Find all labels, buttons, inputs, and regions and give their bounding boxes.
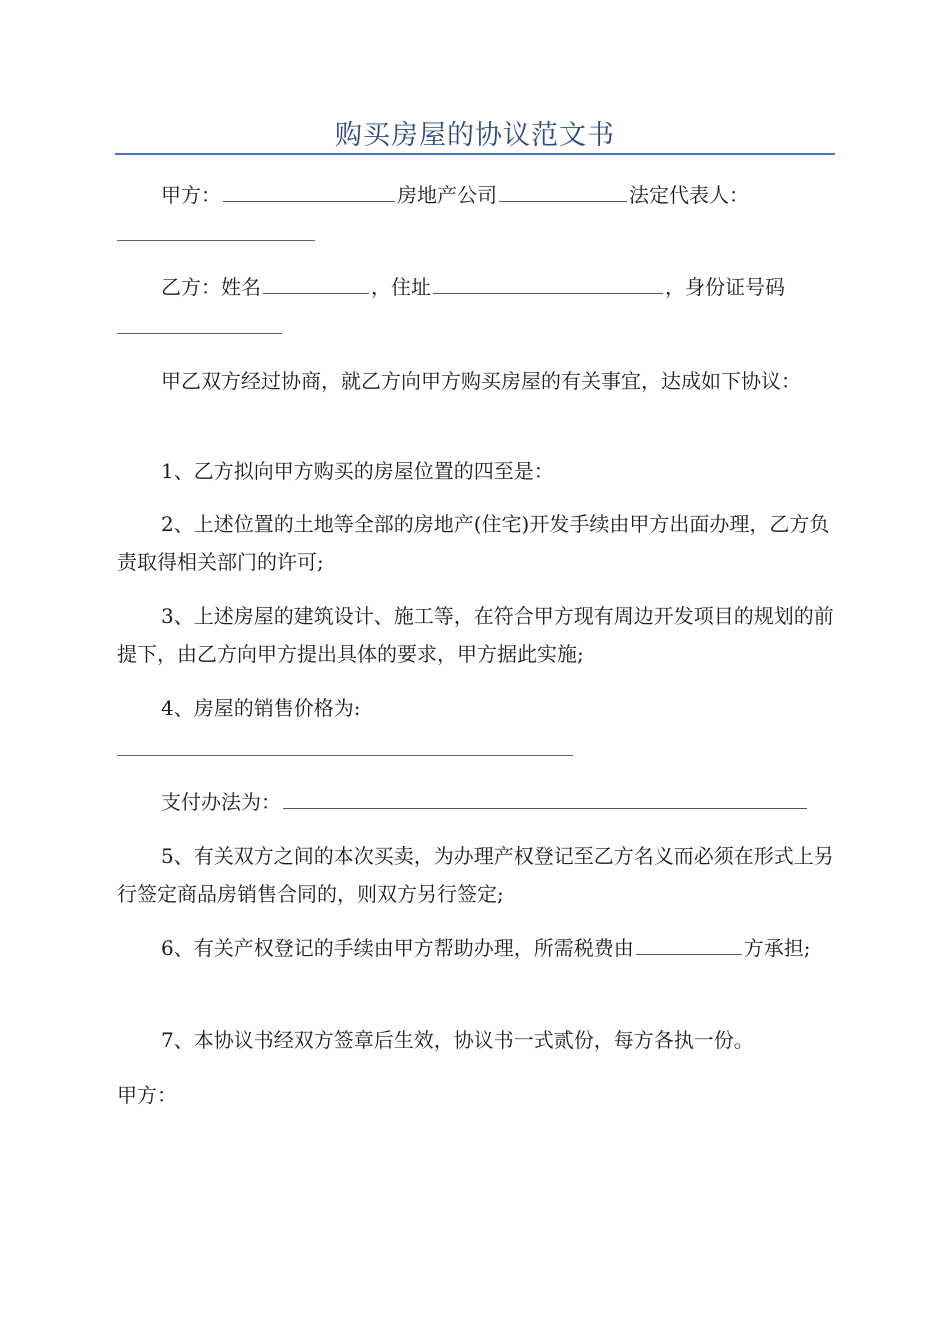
party-a-label: 甲方：	[161, 183, 221, 207]
legal-rep-label: 法定代表人：	[629, 183, 749, 207]
payment-label: 支付办法为：	[161, 790, 281, 814]
clause-6-text: 6、有关产权登记的手续由甲方帮助办理，所需税费由	[161, 936, 634, 960]
party-a-name-blank[interactable]	[223, 177, 395, 202]
party-b-id-blank[interactable]	[117, 333, 282, 334]
clause-4: 4、房屋的销售价格为:	[161, 696, 361, 720]
clause-5: 5、有关双方之间的本次买卖，为办理产权登记至乙方名义而必须在形式上另行签定商品房销售合同的，则双方另行签定;	[117, 844, 834, 906]
signature-party-a: 甲方：	[117, 1083, 177, 1107]
clause-7: 7、本协议书经双方签章后生效，协议书一式贰份，每方各执一份。	[161, 1028, 754, 1052]
party-b-line	[117, 268, 837, 306]
payment-blank[interactable]	[283, 784, 807, 809]
clause-6-end: 方承担;	[743, 936, 811, 960]
document-title: 购买房屋的协议范文书	[335, 120, 615, 151]
title-underline	[115, 153, 835, 155]
party-b-name-blank[interactable]	[263, 269, 369, 294]
clause-3: 3、上述房屋的建筑设计、施工等，在符合甲方现有周边开发项目的规划的前提下，由乙方向甲方提出具体的要求，甲方据此实施;	[117, 604, 834, 666]
tax-party-blank[interactable]	[636, 930, 742, 955]
price-blank[interactable]	[117, 755, 573, 756]
legal-rep-blank[interactable]	[117, 240, 315, 241]
company-blank[interactable]	[499, 177, 627, 202]
intro-paragraph: 甲乙双方经过协商，就乙方向甲方购买房屋的有关事宜，达成如下协议：	[161, 369, 801, 393]
payment-line	[117, 783, 837, 821]
party-b-id-label: ，身份证号码	[665, 275, 785, 299]
party-b-name-label: 乙方：姓名	[161, 275, 261, 299]
company-suffix: 房地产公司	[397, 183, 497, 207]
party-a-line	[117, 176, 837, 214]
party-b-address-label: ，住址	[371, 275, 431, 299]
clause-1: 1、乙方拟向甲方购买的房屋位置的四至是：	[161, 459, 554, 483]
clause-2: 2、上述位置的土地等全部的房地产(住宅)开发手续由甲方出面办理，乙方负责取得相关部门的许可;	[117, 512, 830, 574]
party-b-address-blank[interactable]	[433, 269, 663, 294]
clause-6	[117, 929, 837, 967]
